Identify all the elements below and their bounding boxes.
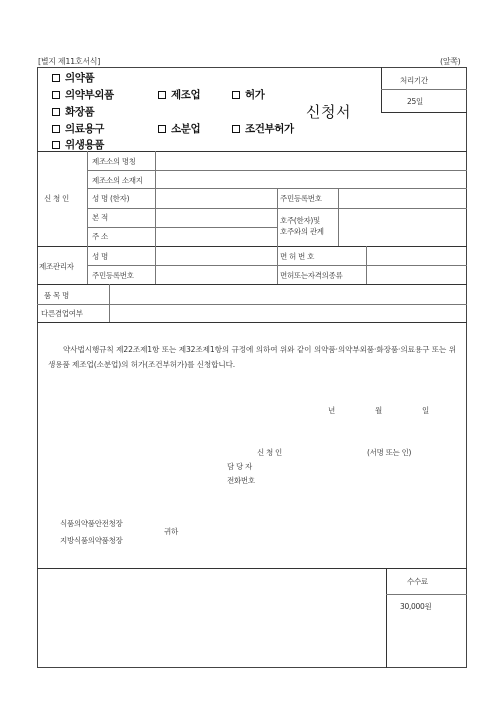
date-month-label: 월 bbox=[375, 406, 382, 415]
divider bbox=[277, 246, 278, 284]
staff-label: 담 당 자 bbox=[227, 462, 253, 471]
recipient-honorific: 귀하 bbox=[164, 527, 178, 536]
checkbox-quasi-drug[interactable] bbox=[52, 87, 114, 102]
license-type-field[interactable] bbox=[369, 269, 463, 281]
recipient-line1: 식품의약품안전청장 bbox=[60, 519, 123, 528]
divider bbox=[386, 594, 467, 595]
form-number: [별지 제11호서식] bbox=[38, 57, 101, 66]
applicant-name-label: 성 명 (한자) bbox=[92, 194, 130, 203]
signature-field[interactable] bbox=[295, 446, 360, 458]
product-name-field[interactable] bbox=[112, 289, 463, 301]
checkbox-conditional-permit[interactable] bbox=[232, 121, 294, 136]
checkbox-square-icon bbox=[158, 125, 166, 133]
checkbox-manufacture-label: 제조업 bbox=[171, 89, 201, 101]
checkbox-subdivide[interactable] bbox=[158, 121, 200, 136]
checkbox-square-icon bbox=[52, 108, 60, 116]
divider bbox=[277, 188, 278, 246]
domicile-field[interactable] bbox=[158, 212, 273, 224]
address-field[interactable] bbox=[158, 231, 273, 243]
divider bbox=[386, 568, 387, 668]
manager-rrn-field[interactable] bbox=[158, 269, 273, 281]
checkbox-square-icon bbox=[52, 125, 60, 133]
applicant-section-label: 신 청 인 bbox=[44, 194, 70, 203]
address-label: 주 소 bbox=[92, 232, 108, 241]
manager-rrn-label: 주민등록번호 bbox=[92, 271, 134, 280]
signature-applicant-label: 신 청 인 bbox=[257, 448, 283, 457]
checkbox-sanitary[interactable] bbox=[52, 137, 104, 152]
divider bbox=[37, 568, 467, 569]
page-side-label: (앞쪽) bbox=[440, 57, 461, 66]
form-title: 신청서 bbox=[306, 103, 351, 121]
divider bbox=[37, 246, 467, 247]
divider bbox=[109, 284, 110, 322]
license-type-label: 면허또는자격의종류 bbox=[280, 271, 343, 280]
manager-section-label: 제조관리자 bbox=[39, 262, 74, 271]
checkbox-permit[interactable] bbox=[232, 87, 265, 102]
product-name-label: 품 목 명 bbox=[44, 291, 70, 300]
date-year-label: 년 bbox=[328, 406, 335, 415]
divider bbox=[37, 151, 467, 152]
householder-label: 호주(한자)및 bbox=[280, 216, 320, 225]
mfg-name-label: 제조소의 명칭 bbox=[92, 157, 136, 166]
checkbox-conditional-permit-label: 조건부허가 bbox=[245, 123, 294, 135]
checkbox-square-icon bbox=[52, 74, 60, 82]
checkbox-square-icon bbox=[232, 125, 240, 133]
date-day-label: 일 bbox=[422, 406, 429, 415]
domicile-label: 본 적 bbox=[92, 213, 108, 222]
divider bbox=[366, 246, 367, 284]
manager-name-label: 성 명 bbox=[92, 252, 108, 261]
checkbox-drug-label: 의약품 bbox=[65, 72, 95, 84]
divider bbox=[87, 246, 88, 284]
recipient-line2: 지방식품의약품청장 bbox=[60, 536, 123, 545]
mfg-name-field[interactable] bbox=[158, 155, 463, 167]
other-business-field[interactable] bbox=[112, 308, 463, 320]
checkbox-square-icon bbox=[232, 91, 240, 99]
processing-period-label: 처리기간 bbox=[400, 76, 428, 85]
mfg-address-field[interactable] bbox=[158, 174, 463, 186]
other-business-label: 다른겸업여부 bbox=[41, 309, 83, 318]
fee-label: 수수료 bbox=[407, 577, 428, 586]
checkbox-cosmetics-label: 화장품 bbox=[65, 106, 95, 118]
checkbox-drug[interactable] bbox=[52, 70, 94, 85]
divider bbox=[155, 151, 156, 246]
checkbox-sanitary-label: 위생용품 bbox=[65, 139, 104, 151]
applicant-name-field[interactable] bbox=[158, 193, 273, 205]
license-number-field[interactable] bbox=[369, 250, 463, 262]
processing-period-value: 25일 bbox=[407, 97, 423, 106]
divider bbox=[37, 322, 467, 323]
checkbox-manufacture[interactable] bbox=[158, 87, 200, 102]
divider bbox=[37, 304, 467, 305]
divider bbox=[37, 284, 467, 285]
checkbox-square-icon bbox=[52, 91, 60, 99]
license-number-label: 면 허 번 호 bbox=[280, 252, 315, 261]
divider bbox=[381, 112, 467, 113]
checkbox-medical-supplies[interactable] bbox=[52, 121, 104, 136]
checkbox-square-icon bbox=[52, 141, 60, 149]
divider bbox=[381, 89, 467, 90]
divider bbox=[87, 151, 88, 246]
householder-field[interactable] bbox=[341, 220, 463, 232]
householder-relation-label: 호주와의 관계 bbox=[280, 227, 324, 236]
signature-hint: (서명 또는 인) bbox=[367, 448, 412, 457]
checkbox-cosmetics[interactable] bbox=[52, 104, 94, 119]
applicant-rrn-field[interactable] bbox=[341, 193, 463, 205]
checkbox-square-icon bbox=[158, 91, 166, 99]
phone-label: 전화번호 bbox=[227, 476, 255, 485]
divider bbox=[155, 246, 156, 284]
divider bbox=[87, 227, 277, 228]
divider bbox=[338, 188, 339, 246]
application-statement: 약사법시행규칙 제22조제1항 또는 제32조제1항의 규정에 의하여 위와 같이 의약품·의약부외품·화장품·의료용구 또는 위생용품 제조업(소분업)의 허가(조건부허가)를 신청합니다. bbox=[48, 345, 456, 369]
applicant-rrn-label: 주민등록번호 bbox=[280, 194, 322, 203]
fee-amount: 30,000원 bbox=[400, 602, 432, 611]
checkbox-subdivide-label: 소분업 bbox=[171, 123, 201, 135]
checkbox-quasi-drug-label: 의약부외품 bbox=[65, 89, 114, 101]
checkbox-medical-supplies-label: 의료용구 bbox=[65, 123, 104, 135]
divider bbox=[87, 170, 467, 171]
checkbox-permit-label: 허가 bbox=[245, 89, 265, 101]
mfg-address-label: 제조소의 소재지 bbox=[92, 176, 143, 185]
manager-name-field[interactable] bbox=[158, 250, 273, 262]
